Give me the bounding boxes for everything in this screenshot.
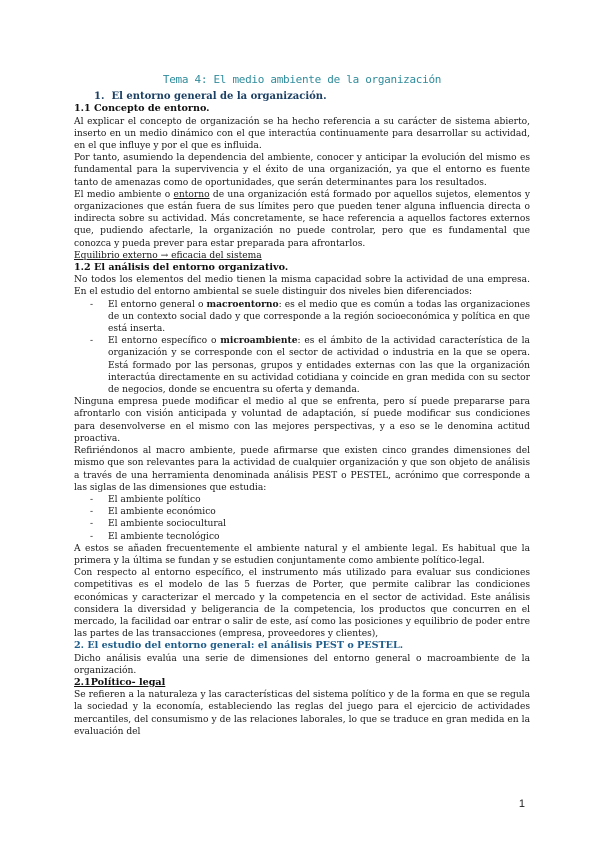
- section-title: El entorno general de la organización.: [111, 91, 327, 103]
- text-run: : es el medio que es común a todas las organizaciones de un contexto social dado y que corresponde a la región socioeconómica y política en que está inserta.: [108, 299, 530, 335]
- bold-term: microambiente: [220, 335, 298, 347]
- subsection-heading-1-1: 1.1 Concepto de entorno.: [74, 103, 210, 115]
- dash-bullet: -: [90, 494, 94, 505]
- subsection-heading-1-2: 1.2 El análisis del entorno organizativo.: [74, 262, 289, 274]
- section-number: 1.: [94, 91, 105, 103]
- underlined-term: entorno: [173, 189, 210, 200]
- dash-bullet: -: [90, 507, 94, 518]
- page-number: 1: [518, 798, 525, 810]
- list-item-text: El ambiente político: [108, 494, 201, 505]
- list-item: [74, 518, 530, 530]
- dimensions-list: [74, 494, 530, 543]
- text-run: El entorno específico o: [108, 336, 221, 347]
- dash-bullet: -: [90, 519, 94, 530]
- paragraph: [74, 189, 530, 250]
- levels-list: [74, 299, 530, 397]
- paragraph: Al explicar el concepto de organización se ha hecho referencia a su carácter de sistema abierto, inserto en un medio dinámico con el que interactúa continuamente para desarrollar su actividad, en el que influye y por el que es influida.: [74, 116, 530, 152]
- list-item: [74, 335, 530, 396]
- text-run: El medio ambiente o: [74, 189, 174, 200]
- paragraph: Refiriéndonos al macro ambiente, puede afirmarse que existen cinco grandes dimensiones del mismo que son relevantes para la actividad de cualquier organización y que son objeto de análisis a través de una herramienta denominada análisis PEST o PESTEL, acrónimo que corresponde a las siglas de las dimensiones que estudia:: [74, 446, 530, 493]
- list-item: [74, 506, 530, 518]
- paragraph: Dicho análisis evalúa una serie de dimensiones del entorno general o macroambiente de la organización.: [74, 653, 530, 676]
- list-item-text: El ambiente económico: [108, 507, 216, 518]
- text-run: El entorno general o: [108, 299, 207, 310]
- dash-bullet: -: [90, 336, 94, 347]
- equilibrium-note: Equilibrio externo → eficacia del sistema: [74, 250, 262, 261]
- text-run: : es el ámbito de la actividad característica de la organización y se corresponde con el sector de actividad o industria en la que se opera. Está formado por las personas, grupos y entidades externas con las que la organización interactúa directamente en su actividad cotidiana y coincide en gran medida con su sector de negocios, donde se encuentra su oferta y demanda.: [108, 336, 530, 396]
- list-item: [74, 299, 530, 336]
- text-run: de una organización está formado por aquellos sujetos, elementos y organizaciones que están fuera de sus límites pero que pueden tener alguna influencia directa o indirecta sobre su actividad. Más concretamente, se hace referencia a aquellos factores externos que, pudiendo afectarle, la organización no puede controlar, pero que es fundamental que conozca y pueda prever para estar preparada para afrontarlos.: [74, 189, 531, 249]
- dash-bullet: -: [90, 531, 94, 542]
- bold-term: macroentorno: [206, 298, 279, 310]
- document-title: Tema 4: El medio ambiente de la organización: [162, 73, 442, 86]
- list-item: [74, 494, 530, 506]
- paragraph: Se refieren a la naturaleza y las características del sistema político y de la forma en que se regula la sociedad y la economía, estableciendo las reglas del juego para el ejercicio de actividades mercantiles, del consumismo y de las relaciones laborales, lo que se traduce en gran medida en la evaluación del: [74, 690, 530, 737]
- paragraph: Ninguna empresa puede modificar el medio al que se enfrenta, pero sí puede prepararse para afrontarlo con visión anticipada y voluntad de adaptación, sí puede modificar sus condiciones para desenvolverse en el mismo con las mejores perspectivas, y a eso se le denomina actitud proactiva.: [74, 397, 530, 444]
- list-item: [74, 531, 530, 543]
- document-page: [74, 74, 530, 738]
- subsection-heading-2-1: 2.1Político- legal: [74, 676, 166, 688]
- paragraph: No todos los elementos del medio tienen la misma capacidad sobre la actividad de una empresa. En el estudio del entorno ambiental se suele distinguir dos niveles bien diferenciados:: [74, 275, 530, 298]
- paragraph: Con respecto al entorno específico, el instrumento más utilizado para evaluar sus condiciones competitivas es el modelo de las 5 fuerzas de Porter, que permite calibrar las condiciones económicas y caracterizar el mercado y la competencia en el sector de actividad. Este análisis considera la diversidad y beligerancia de la competencia, los productos que concurren en el mercado, la facilidad oar entrar o salir de este, así como las posiciones y equilibrio de poder entre las partes de las transacciones (empresa, proveedores y clientes),: [74, 568, 530, 640]
- section-heading-1: [74, 91, 530, 103]
- paragraph: Por tanto, asumiendo la dependencia del ambiente, conocer y anticipar la evolución del mismo es fundamental para la supervivencia y el éxito de una organización, ya que el entorno es fuente tanto de amenazas como de oportunidades, que serán determinantes para los resultados.: [74, 153, 530, 188]
- paragraph: A estos se añaden frecuentemente el ambiente natural y el ambiente legal. Es habitual que la primera y la última se fundan y se estudien conjuntamente como ambiente político-legal.: [74, 543, 530, 566]
- list-item-text: El ambiente tecnológico: [108, 531, 220, 542]
- list-item-text: El ambiente sociocultural: [108, 519, 227, 530]
- section-heading-2: 2. El estudio del entorno general: el análisis PEST o PESTEL.: [74, 640, 404, 652]
- dash-bullet: -: [90, 299, 94, 310]
